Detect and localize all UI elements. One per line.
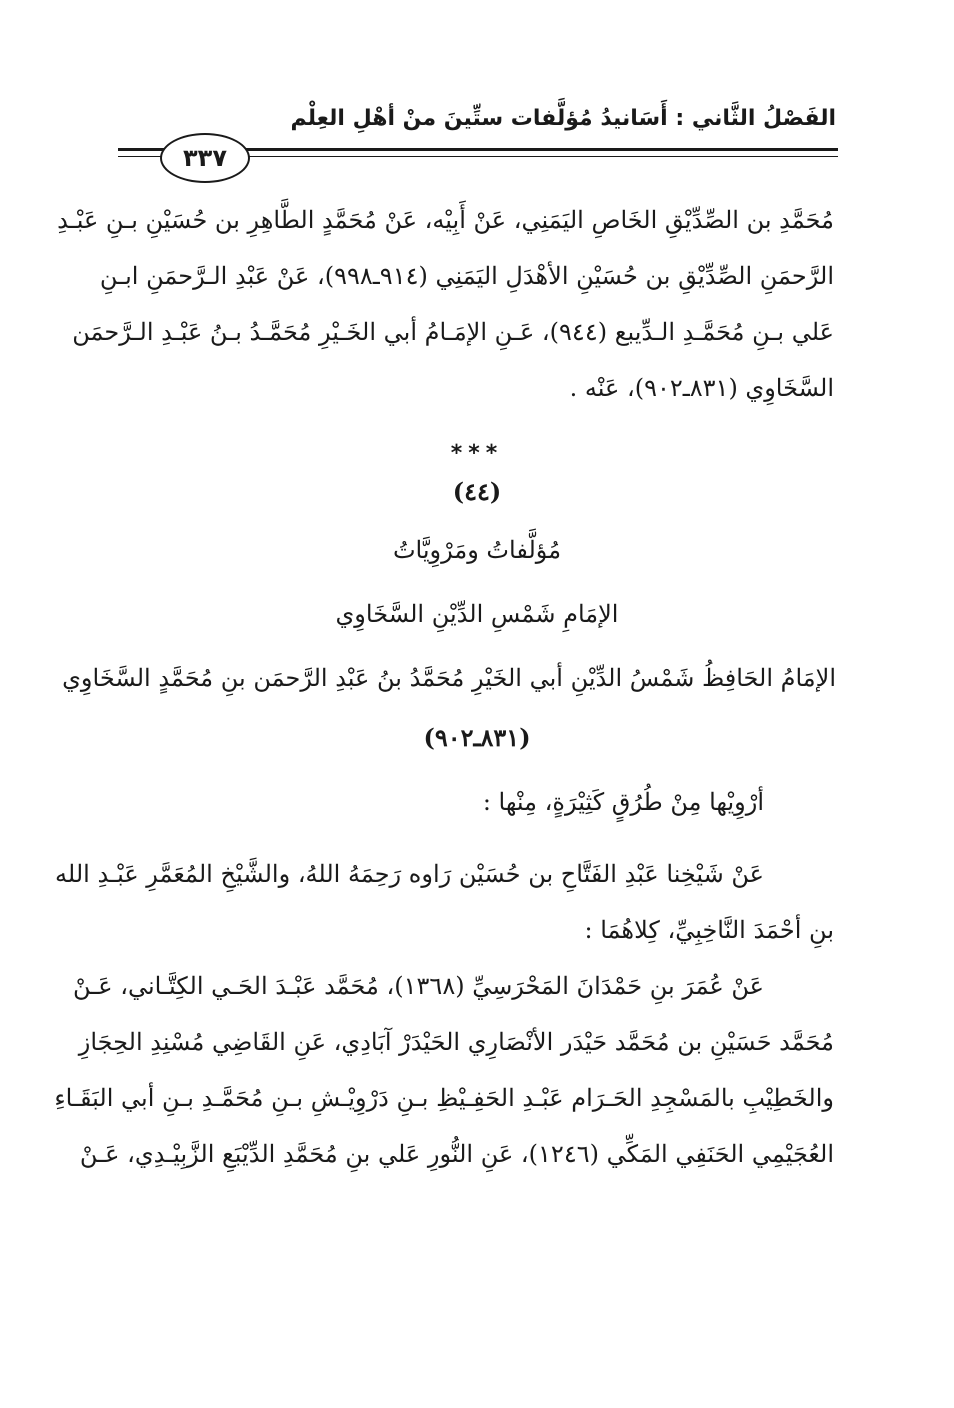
- section-number: (٤٤): [452, 477, 502, 506]
- text-line: عَنْ شَيْخِنا عَبْدِ الفَتَّاحِ بن حُسَيْن رَاوه رَحِمَهُ اللهُ، والشَّيْخِ المُعَمَّرِ عَبْـدِ الله: [55, 860, 764, 888]
- text-line: مُحَمَّد حَسَيْنِ بن مُحَمَّد حَيْدَر الأنْصَارِي الحَيْدَرْ آبَادِي، عَنِ القَاضِي مُسْنِدِ الحِجَازِ: [78, 1028, 834, 1056]
- text-line: عَلي بـنِ مُحَمَّـدِ الـدِّيبع (٩٤٤)، عَـنِ الإمَـامُ أبي الخَـيْرِ مُحَمَّـدُ بـنُ عَبْـدِ الـرَّحمَن: [72, 318, 834, 346]
- section-separator: ***: [450, 441, 504, 466]
- intro-line: [118, 774, 764, 830]
- paragraph-continuation: [57, 192, 834, 416]
- text-line: السَّخَاوِي (٨٣١ـ٩٠٢)، عَنْه .: [569, 374, 834, 402]
- section-full-name: الإمَامُ الحَافِظُ شَمْسُ الدِّيْنِ أبي الخَيْرِ مُحَمَّدُ بنُ عَبْدِ الرَّحمَن بنِ مُحَمَّدٍ السَّخَاوِي: [62, 664, 836, 692]
- text-line: عَنْ عُمَرَ بنِ حَمْدَانَ المَحْرَسِيِّ (١٣٦٨)، مُحَمَّد عَبْـدَ الحَـي الكِتَّـاني، عَـنْ: [72, 972, 764, 1000]
- running-header-title: الفَصْلُ الثَّاني : أَسَانيدُ مُؤلَّفات ستِّينَ منْ أهْلِ العِلْم: [290, 106, 836, 131]
- text-line: الرَّحمَنِ الصِّدِّيْقِ بن حُسَيْنِ الأهْدَلِ اليَمَنِي (٩١٤ـ٩٩٨)، عَنْ عَبْدِ الـرَّحمَنِ ابـنِ: [99, 262, 834, 290]
- section-title: مُؤلَّفاتُ ومَرْوِيَّاتُ: [392, 536, 562, 564]
- text-line: بنِ أحْمَدَ النَّاخِبِيِّ، كِلاهُمَا :: [584, 916, 834, 944]
- text-line: أرْوِيْها مِنْ طُرُقٍ كَثِيْرَةٍ، مِنْها :: [482, 788, 764, 816]
- paragraph-chain-2: [54, 958, 834, 1182]
- page-number: ٣٣٧: [160, 133, 250, 183]
- paragraph-chain-1: [55, 846, 834, 958]
- text-line: العُجَيْمِي الحَنَفِي المَكِّي (١٢٤٦)، عَنِ النُّورِ عَلي بنِ مُحَمَّدِ الدِّيْبَعِ الزَّبِيْـدِي، عَـنْ: [79, 1140, 834, 1168]
- section-dates: (٨٣١ـ٩٠٢): [423, 723, 531, 752]
- text-line: مُحَمَّدِ بن الصِّدِّيْقِ الخَاصِ اليَمَنِي، عَنْ أَبِيْه، عَنْ مُحَمَّدٍ الطَّاهِرِ بن حُسَيْنِ بـنِ عَبْـدِ: [57, 206, 834, 234]
- text-line: والخَطِيْبِ بالمَسْجِدِ الحَـرَام عَبْـدِ الحَفِـيْظِ بـنِ دَرْوِيْـشِ بـنِ مُحَمَّـدِ بـنِ أبي البَقَـاءِ: [54, 1084, 834, 1112]
- section-subtitle: الإمَامِ شَمْسِ الدِّيْنِ السَّخَاوِي: [335, 600, 619, 628]
